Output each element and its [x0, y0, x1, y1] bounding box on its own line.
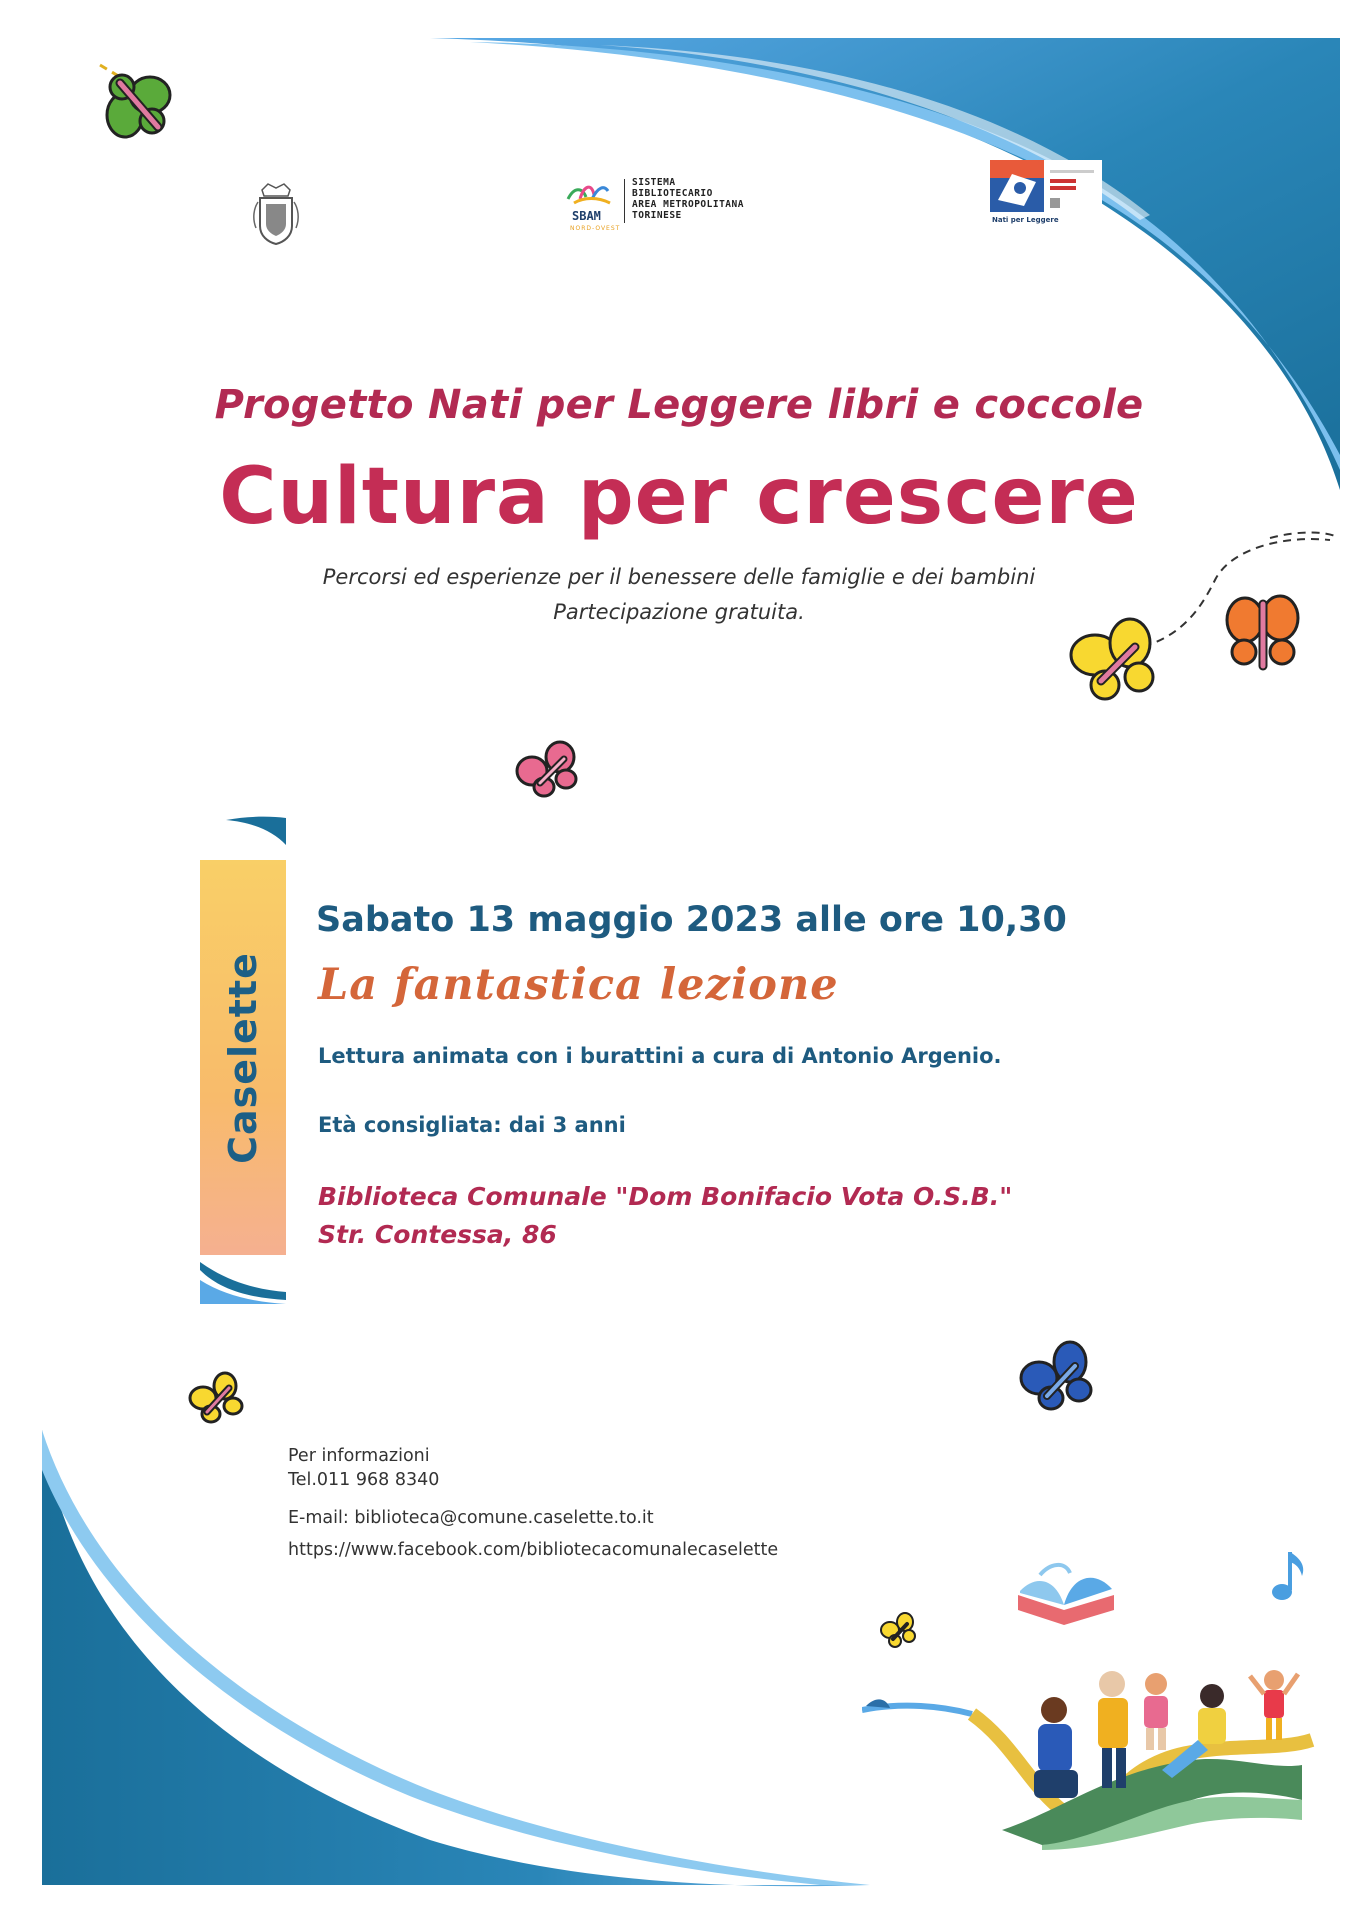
sbam-line-1: SISTEMA [632, 177, 676, 188]
music-note-icon [1262, 1548, 1312, 1608]
sbam-line-4: TORINESE [632, 210, 682, 221]
butterfly-orange-icon [1220, 590, 1310, 675]
location-sidebar-label [200, 860, 286, 1255]
contacts-facebook-link[interactable]: https://www.facebook.com/bibliotecacomunalecaselette [288, 1540, 779, 1560]
sbam-brand: SBAM [572, 209, 601, 223]
event-description: Lettura animata con i burattini a cura di Antonio Argenio. [318, 1044, 1002, 1068]
venue-address: Str. Contessa, 86 [318, 1220, 557, 1249]
people-reading-illustration [862, 1640, 1332, 1850]
project-subtitle: Progetto Nati per Leggere libri e coccole [214, 382, 1144, 428]
butterfly-blue-icon [1015, 1338, 1100, 1418]
event-age: Età consigliata: dai 3 anni [318, 1113, 626, 1137]
nati-per-leggere-mark-icon [990, 160, 1044, 212]
butterfly-yellow-small-icon [185, 1368, 250, 1428]
book-icon [1010, 1555, 1120, 1630]
sbam-line-2: BIBLIOTECARIO [632, 188, 713, 199]
butterfly-pink-icon [510, 735, 585, 800]
butterfly-yellow-icon [1065, 615, 1170, 710]
description-line-1: Percorsi ed esperienze per il benessere delle famiglie e dei bambini [322, 565, 1036, 589]
venue-name: Biblioteca Comunale "Dom Bonifacio Vota O.S.B." [318, 1182, 1013, 1211]
sbam-line-3: AREA METROPOLITANA [632, 199, 744, 210]
event-title: La fantastica lezione [318, 960, 839, 1010]
nati-per-leggere-logo [990, 160, 1102, 236]
page-title: Cultura per crescere [219, 452, 1139, 542]
sbam-mark-icon [564, 177, 614, 207]
location-tag: Caselette [221, 951, 266, 1164]
butterfly-green-icon [80, 55, 180, 145]
comune-crest-icon [250, 178, 302, 248]
sbam-brand-sub: NORD-OVEST [570, 225, 621, 232]
sbam-logo [560, 175, 760, 240]
event-date: Sabato 13 maggio 2023 alle ore 10,30 [316, 900, 1067, 940]
contacts-email[interactable]: E-mail: biblioteca@comune.caselette.to.it [288, 1508, 654, 1528]
contacts-heading: Per informazioni [288, 1446, 430, 1466]
npl-caption: Nati per Leggere [992, 216, 1059, 224]
description-line-2: Partecipazione gratuita. [553, 600, 805, 624]
contacts-phone: Tel.011 968 8340 [288, 1470, 440, 1490]
